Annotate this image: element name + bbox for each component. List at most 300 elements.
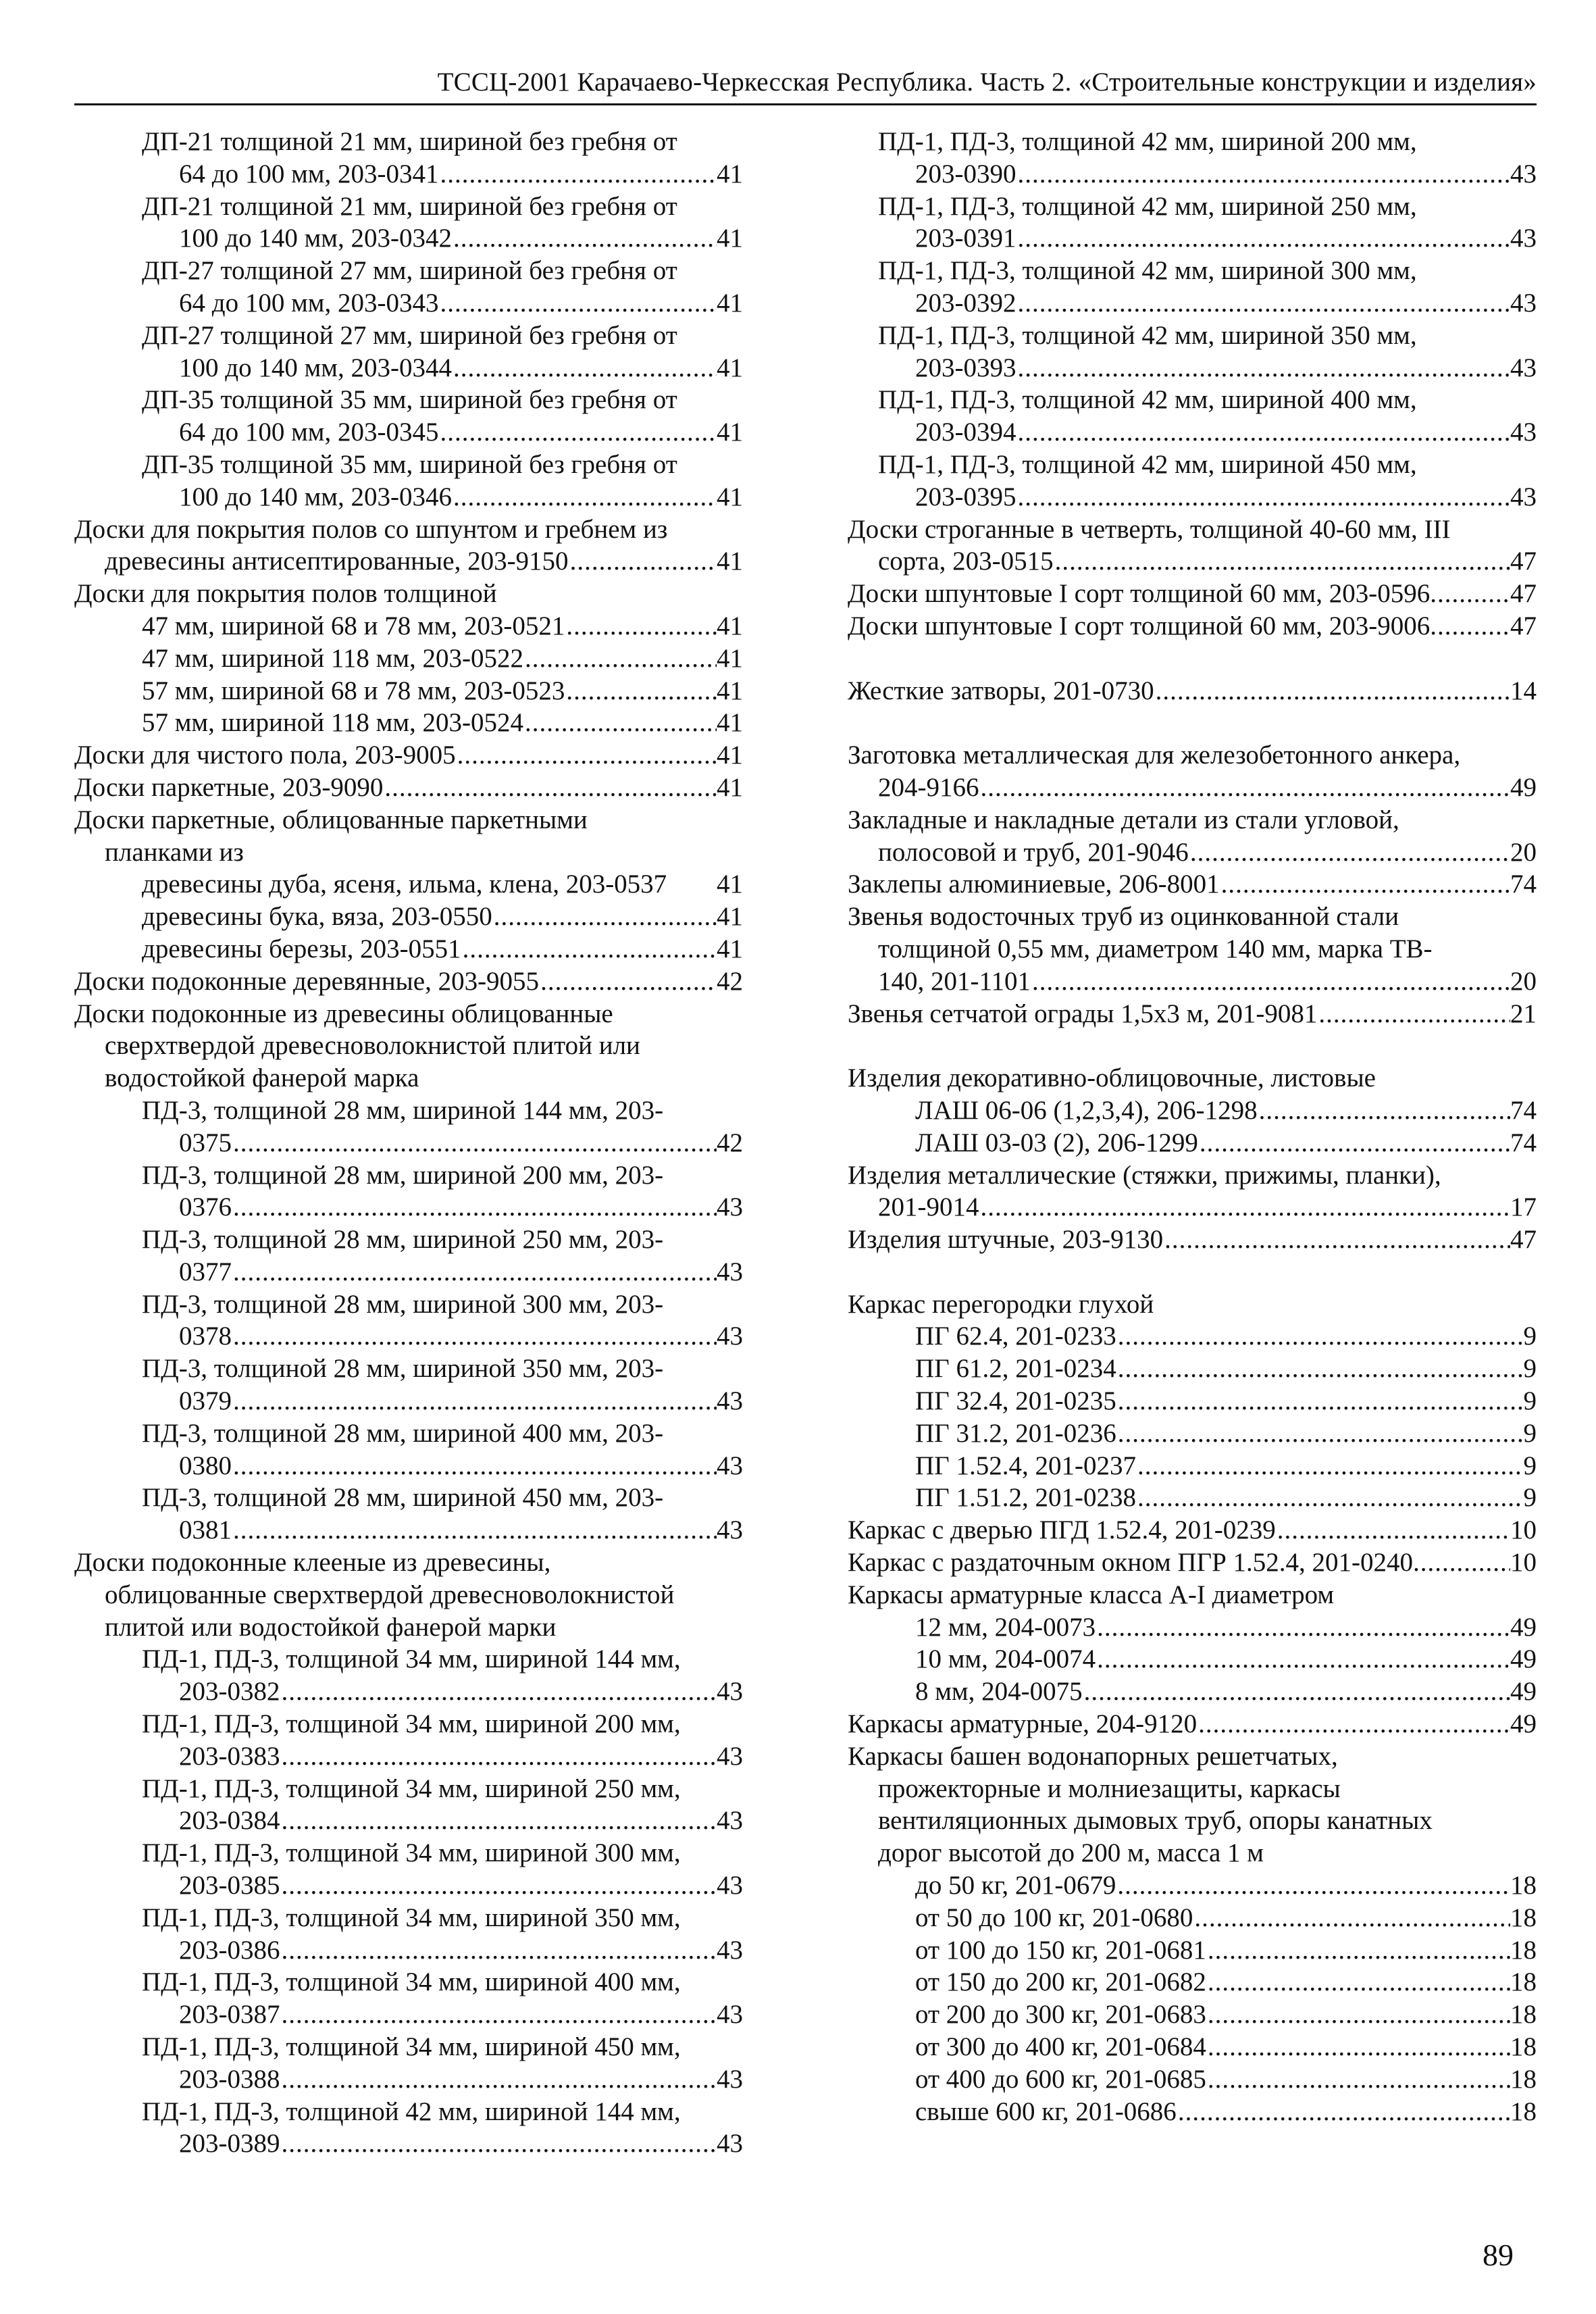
index-entry-text: до 50 кг, 201-0679: [915, 1871, 1116, 1901]
index-entry-heading: [848, 384, 1537, 416]
index-entry: [848, 868, 1537, 901]
index-entry-text: 47 мм, шириной 68 и 78 мм, 203-0521: [142, 611, 565, 640]
dot-leader: [383, 772, 717, 804]
index-entry-text: ЛАШ 06-06 (1,2,3,4), 206-1298: [915, 1095, 1258, 1125]
index-entry-page: 18: [1510, 2032, 1537, 2062]
index-entry: [848, 1676, 1537, 1708]
index-entry: [74, 965, 743, 998]
index-entry-text: вентиляционных дымовых труб, опоры канатных: [878, 1806, 1433, 1836]
index-entry: [848, 2096, 1537, 2128]
index-entry: [848, 287, 1537, 320]
dot-leader: [1116, 1869, 1510, 1902]
index-entry-page: 41: [717, 547, 743, 576]
index-entry: [74, 868, 743, 901]
index-entry-page: 43: [717, 1451, 743, 1480]
index-entry-page: 43: [717, 1806, 743, 1836]
index-entry-heading: [848, 1579, 1537, 1611]
index-entry: [848, 2031, 1537, 2063]
index-entry-page: 43: [717, 1741, 743, 1771]
index-entry-page: 49: [1510, 1677, 1537, 1707]
dot-leader: [1430, 578, 1510, 610]
index-entry-text: ПГ 31.2, 201-0236: [915, 1418, 1116, 1448]
index-entry: [74, 1191, 743, 1224]
index-entry-text: 203-0395: [915, 482, 1016, 511]
index-entry-heading: [74, 998, 743, 1030]
index-entry-text: Доски подоконные клееные из древесины,: [74, 1548, 551, 1578]
index-entry: [848, 1320, 1537, 1353]
running-header: [74, 62, 1537, 105]
index-entry-text: Заклепы алюминиевые, 206-8001: [848, 870, 1220, 899]
index-entry-text: древесины дуба, ясеня, ильма, клена, 203-0537: [142, 870, 667, 899]
dot-leader: [1016, 287, 1511, 320]
dot-leader: [1193, 1902, 1510, 1934]
index-entry-page: 49: [1510, 1612, 1537, 1642]
index-entry-page: 41: [717, 482, 743, 511]
index-entry-page: 9: [1523, 1386, 1537, 1416]
index-entry: [74, 643, 743, 675]
dot-leader: [280, 1805, 717, 1837]
index-entry: [74, 1998, 743, 2031]
index-entry: [74, 416, 743, 449]
index-entry-text: 64 до 100 мм, 203-0341: [179, 159, 439, 188]
dot-leader: [452, 352, 717, 384]
index-entry-page: 47: [1510, 579, 1537, 609]
index-entry-heading: [74, 1353, 743, 1385]
dot-leader: [438, 158, 717, 191]
index-entry-text: Каркас с дверью ПГД 1.52.4, 201-0239: [848, 1515, 1276, 1545]
index-entry-heading: [74, 449, 743, 481]
dot-leader: [438, 287, 717, 320]
index-entry-page: 41: [717, 708, 743, 738]
index-column-right: [848, 126, 1537, 2128]
index-entry-text: Доски строганные в четверть, толщиной 40-60 мм, III: [848, 514, 1451, 544]
index-entry-heading: [74, 1062, 743, 1095]
dot-leader: [565, 610, 717, 643]
index-entry-text: Закладные и накладные детали из стали угловой,: [848, 805, 1399, 834]
index-entry-heading: [74, 1546, 743, 1579]
index-entry: [74, 1514, 743, 1546]
index-entry-text: ПГ 1.52.4, 201-0237: [915, 1451, 1136, 1480]
index-entry: [74, 933, 743, 965]
index-entry: [848, 1450, 1537, 1482]
index-entry-heading: [848, 1773, 1537, 1805]
dot-leader: [1116, 1417, 1524, 1450]
index-entry-text: Каркас с раздаточным окном ПГР 1.52.4, 201-0240: [848, 1548, 1414, 1578]
index-entry: [74, 1869, 743, 1902]
index-entry-page: 14: [1510, 676, 1537, 705]
index-entry: [848, 1934, 1537, 1967]
index-entry-heading: [74, 1224, 743, 1256]
index-entry-heading: [848, 255, 1537, 287]
index-entry-page: 18: [1510, 1903, 1537, 1932]
index-entry-page: 43: [717, 1192, 743, 1222]
dot-leader: [979, 772, 1511, 804]
index-entry-text: ПД-3, толщиной 28 мм, шириной 400 мм, 203-: [142, 1418, 664, 1448]
dot-leader: [1154, 675, 1510, 707]
index-entry-page: 20: [1510, 966, 1537, 996]
index-entry-text: ДП-27 толщиной 27 мм, шириной без гребня от: [142, 320, 677, 350]
section-gap: [848, 643, 1537, 675]
index-entry-text: полосовой и труб, 201-9046: [878, 837, 1189, 867]
index-entry-page: 41: [717, 870, 743, 899]
dot-leader: [1096, 1611, 1510, 1644]
index-entry: [848, 1482, 1537, 1514]
dot-leader: [1136, 1450, 1524, 1482]
index-entry-heading: [848, 739, 1537, 772]
index-entry-page: 10: [1510, 1548, 1537, 1578]
index-entry-text: древесины березы, 203-0551: [142, 934, 461, 963]
index-entry: [848, 675, 1537, 707]
index-entry-heading: [848, 1062, 1537, 1095]
index-entry-text: 0377: [179, 1257, 232, 1286]
section-gap: [848, 707, 1537, 739]
index-entry-text: сверхтвердой древесноволокнистой плитой или: [105, 1031, 640, 1061]
index-entry: [848, 1998, 1537, 2031]
dot-leader: [1206, 1998, 1510, 2031]
index-entry: [848, 1127, 1537, 1159]
index-entry-page: 43: [1510, 482, 1537, 511]
index-entry-page: 43: [717, 1935, 743, 1965]
index-entry: [848, 1643, 1537, 1676]
index-entry-page: 41: [717, 418, 743, 447]
index-entry-text: Жесткие затворы, 201-0730: [848, 676, 1154, 705]
index-entry-page: 9: [1523, 1451, 1537, 1480]
index-entry-heading: [74, 126, 743, 158]
section-gap: [848, 1030, 1537, 1062]
index-entry-text: 57 мм, шириной 68 и 78 мм, 203-0523: [142, 676, 565, 705]
dot-leader: [280, 1740, 717, 1773]
index-entry-text: от 200 до 300 кг, 201-0683: [915, 2000, 1206, 2030]
dot-leader: [1430, 610, 1510, 643]
index-entry-heading: [848, 901, 1537, 933]
index-entry-heading: [848, 1740, 1537, 1773]
index-entry-text: ДП-35 толщиной 35 мм, шириной без гребня от: [142, 449, 677, 479]
index-entry-heading: [74, 384, 743, 416]
dot-leader: [456, 739, 717, 772]
index-entry-text: Доски подоконные деревянные, 203-9055: [74, 966, 540, 996]
dot-leader: [280, 2128, 717, 2160]
dot-leader: [539, 965, 717, 998]
index-entry: [74, 1676, 743, 1708]
index-entry-heading: [74, 1611, 743, 1644]
index-entry-heading: [74, 1482, 743, 1514]
index-entry-text: 203-0384: [179, 1806, 280, 1836]
index-entry: [74, 739, 743, 772]
index-entry: [74, 1450, 743, 1482]
index-entry-text: 64 до 100 мм, 203-0343: [179, 288, 439, 318]
index-entry-text: от 100 до 150 кг, 201-0681: [915, 1935, 1206, 1965]
dot-leader: [1096, 1643, 1510, 1676]
dot-leader: [1206, 2063, 1510, 2096]
index-entry-heading: [848, 513, 1537, 546]
running-header-title: ТССЦ-2001 Карачаево-Черкесская Республика. Часть 2. «Строительные конструкции и изделия»: [437, 68, 1537, 97]
section-gap: [848, 1256, 1537, 1288]
index-entry-text: ПД-1, ПД-3, толщиной 34 мм, шириной 250 мм,: [142, 1774, 681, 1803]
index-entry-text: древесины антисептированные, 203-9150: [105, 547, 569, 576]
index-entry-text: 0381: [179, 1515, 232, 1545]
index-entry: [74, 222, 743, 255]
index-entry-page: 41: [717, 902, 743, 932]
index-entry: [848, 836, 1537, 869]
index-entry-page: 43: [717, 1386, 743, 1416]
index-entry-text: 140, 201-1101: [878, 966, 1031, 996]
page-number: 89: [1483, 2238, 1514, 2272]
index-entry-heading: [74, 1159, 743, 1192]
index-entry-page: 41: [717, 288, 743, 318]
index-entry-text: 201-9014: [878, 1192, 979, 1222]
index-entry: [74, 901, 743, 933]
index-entry: [848, 1708, 1537, 1740]
dot-leader: [523, 707, 717, 739]
index-entry-text: Изделия штучные, 203-9130: [848, 1225, 1164, 1255]
index-entry: [74, 1805, 743, 1837]
index-entry: [848, 1095, 1537, 1127]
index-entry-page: 10: [1510, 1515, 1537, 1545]
dot-leader: [461, 933, 717, 965]
index-entry-heading: [74, 1579, 743, 1611]
index-entry-page: 20: [1510, 837, 1537, 867]
index-entry-page: 43: [1510, 353, 1537, 382]
index-entry-text: ПД-3, толщиной 28 мм, шириной 200 мм, 203-: [142, 1160, 664, 1190]
index-entry-page: 41: [717, 353, 743, 382]
index-entry: [848, 610, 1537, 643]
index-entry-heading: [74, 513, 743, 546]
index-entry-text: от 300 до 400 кг, 201-0684: [915, 2032, 1206, 2062]
index-entry: [848, 1611, 1537, 1644]
index-entry: [848, 772, 1537, 804]
index-entry-page: 18: [1510, 2064, 1537, 2094]
dot-leader: [280, 1934, 717, 1967]
dot-leader: [1054, 545, 1510, 578]
index-entry-heading: [848, 1288, 1537, 1321]
dot-leader: [1016, 222, 1511, 255]
index-entry: [74, 2063, 743, 2096]
index-entry-text: ДП-21 толщиной 21 мм, шириной без гребня от: [142, 191, 677, 221]
index-entry: [848, 965, 1537, 998]
index-entry-text: 57 мм, шириной 118 мм, 203-0524: [142, 708, 524, 738]
index-entry-heading: [74, 255, 743, 287]
index-entry-text: водостойкой фанерой марка: [105, 1063, 419, 1093]
dot-leader: [280, 1869, 717, 1902]
index-entry: [848, 1224, 1537, 1256]
index-entry-text: ПГ 1.51.2, 201-0238: [915, 1483, 1136, 1513]
dot-leader: [1317, 998, 1510, 1030]
index-entry-text: Доски паркетные, 203-9090: [74, 772, 384, 802]
dot-leader: [1206, 1934, 1510, 1967]
dot-leader: [232, 1127, 717, 1159]
index-entry-text: ПД-1, ПД-3, толщиной 34 мм, шириной 144 мм,: [142, 1644, 681, 1674]
dot-leader: [1016, 481, 1511, 513]
index-entry-text: древесины бука, вяза, 203-0550: [142, 902, 492, 932]
index-entry-text: ПД-3, толщиной 28 мм, шириной 300 мм, 203-: [142, 1289, 664, 1319]
index-entry-text: прожекторные и молниезащиты, каркасы: [878, 1774, 1341, 1803]
index-entry-page: 9: [1523, 1483, 1537, 1513]
index-entry-heading: [848, 191, 1537, 223]
index-entry: [74, 675, 743, 707]
index-entry-text: Доски для покрытия полов со шпунтом и гребнем из: [74, 514, 668, 544]
index-entry-text: 64 до 100 мм, 203-0345: [179, 418, 439, 447]
index-entry: [74, 772, 743, 804]
index-entry: [74, 707, 743, 739]
index-entry-page: 9: [1523, 1418, 1537, 1448]
index-entry-text: ДП-21 толщиной 21 мм, шириной без гребня от: [142, 127, 677, 156]
index-entry-text: Каркасы башен водонапорных решетчатых,: [848, 1741, 1338, 1771]
dot-leader: [1116, 1353, 1524, 1385]
dot-leader: [232, 1385, 717, 1417]
index-entry-text: Звенья сетчатой ограды 1,5х3 м, 201-9081: [848, 999, 1318, 1028]
index-entry-text: ПД-1, ПД-3, толщиной 34 мм, шириной 200 мм,: [142, 1709, 681, 1739]
index-entry-heading: [74, 320, 743, 352]
index-entry-text: от 400 до 600 кг, 201-0685: [915, 2064, 1206, 2094]
index-entry-text: 10 мм, 204-0074: [915, 1644, 1096, 1674]
index-entry-page: 74: [1510, 870, 1537, 899]
index-entry-heading: [74, 2031, 743, 2063]
index-entry-page: 43: [717, 1871, 743, 1901]
dot-leader: [1136, 1482, 1524, 1514]
index-entry-page: 49: [1510, 772, 1537, 802]
index-entry-heading: [74, 1288, 743, 1321]
index-entry-heading: [848, 126, 1537, 158]
index-entry-page: 43: [1510, 288, 1537, 318]
dot-leader: [280, 1676, 717, 1708]
index-entry-page: 43: [717, 2064, 743, 2094]
dot-leader: [569, 545, 717, 578]
index-entry-text: Каркасы арматурные, 204-9120: [848, 1709, 1198, 1739]
dot-leader: [438, 416, 717, 449]
index-entry-text: ПД-1, ПД-3, толщиной 34 мм, шириной 400 мм,: [142, 1967, 681, 1997]
index-entry-text: 203-0391: [915, 224, 1016, 253]
index-entry-text: Доски подоконные из древесины облицованные: [74, 999, 613, 1028]
index-entry-page: 9: [1523, 1322, 1537, 1351]
dot-leader: [232, 1191, 717, 1224]
index-entry-text: Доски шпунтовые I сорт толщиной 60 мм, 203-9006: [848, 611, 1431, 640]
dot-leader: [492, 901, 717, 933]
index-entry-heading: [74, 1773, 743, 1805]
index-entry: [848, 1902, 1537, 1934]
index-entry-text: 100 до 140 мм, 203-0346: [179, 482, 452, 511]
index-entry-text: Заготовка металлическая для железобетонного анкера,: [848, 740, 1461, 770]
index-entry-text: 100 до 140 мм, 203-0344: [179, 353, 452, 382]
index-entry-text: 0378: [179, 1322, 232, 1351]
index-entry-page: 41: [717, 159, 743, 188]
index-entry-text: Доски для покрытия полов толщиной: [74, 579, 497, 609]
index-entry-text: ПД-1, ПД-3, толщиной 34 мм, шириной 350 мм,: [142, 1903, 681, 1932]
index-entry-page: 42: [717, 966, 743, 996]
index-entry-heading: [74, 1708, 743, 1740]
index-entry-page: 74: [1510, 1128, 1537, 1157]
index-entry-heading: [74, 1837, 743, 1869]
index-entry: [74, 1320, 743, 1353]
index-entry-heading: [848, 320, 1537, 352]
index-entry-text: ПД-1, ПД-3, толщиной 42 мм, шириной 450 мм,: [878, 449, 1417, 479]
index-entry-heading: [74, 1643, 743, 1676]
index-entry-text: ПД-1, ПД-3, толщиной 34 мм, шириной 450 мм,: [142, 2032, 681, 2062]
index-entry-text: 100 до 140 мм, 203-0342: [179, 224, 452, 253]
index-entry-text: ПД-1, ПД-3, толщиной 34 мм, шириной 300 мм,: [142, 1838, 681, 1868]
index-entry: [848, 1191, 1537, 1224]
index-entry-text: Изделия декоративно-облицовочные, листовые: [848, 1063, 1376, 1093]
dot-leader: [1220, 868, 1510, 901]
index-entry-text: ПГ 61.2, 201-0234: [915, 1354, 1116, 1384]
index-entry-heading: [74, 836, 743, 869]
index-entry: [74, 2128, 743, 2160]
index-entry: [848, 1966, 1537, 1998]
index-entry-text: 203-0389: [179, 2129, 280, 2159]
index-entry: [848, 998, 1537, 1030]
index-entry-text: ДП-35 толщиной 35 мм, шириной без гребня от: [142, 385, 677, 415]
index-entry: [74, 610, 743, 643]
index-entry: [848, 1385, 1537, 1417]
index-entry-text: ПД-3, толщиной 28 мм, шириной 144 мм, 203-: [142, 1095, 664, 1125]
index-entry-heading: [74, 1902, 743, 1934]
index-entry-text: Каркасы арматурные класса A-I диаметром: [848, 1580, 1335, 1609]
dot-leader: [1206, 1966, 1510, 1998]
index-entry: [848, 578, 1537, 610]
index-entry: [74, 1256, 743, 1288]
index-entry-heading: [74, 1095, 743, 1127]
dot-leader: [1016, 158, 1511, 191]
index-entry-text: ПД-1, ПД-3, толщиной 42 мм, шириной 400 мм,: [878, 385, 1417, 415]
index-entry: [848, 2063, 1537, 2096]
index-entry-text: Доски шпунтовые I сорт толщиной 60 мм, 203-0596: [848, 579, 1431, 609]
index-entry-text: 203-0392: [915, 288, 1016, 318]
index-entry-page: 41: [717, 676, 743, 705]
index-entry-page: 74: [1510, 1095, 1537, 1125]
index-entry-text: 0379: [179, 1386, 232, 1416]
index-entry-page: 18: [1510, 2096, 1537, 2126]
index-entry: [848, 1514, 1537, 1546]
index-entry-page: 41: [717, 611, 743, 640]
index-entry-page: 17: [1510, 1192, 1537, 1222]
index-entry-heading: [74, 1030, 743, 1062]
index-entry-text: 203-0386: [179, 1935, 280, 1965]
index-entry-text: 203-0394: [915, 418, 1016, 447]
index-entry-text: 203-0383: [179, 1741, 280, 1771]
index-entry-text: ПД-1, ПД-3, толщиной 42 мм, шириной 300 мм,: [878, 256, 1417, 286]
index-entry-page: 43: [1510, 418, 1537, 447]
index-entry-text: 203-0382: [179, 1677, 280, 1707]
index-entry: [74, 158, 743, 191]
index-entry-text: ПД-1, ПД-3, толщиной 42 мм, шириной 350 мм,: [878, 320, 1417, 350]
index-entry-text: ПГ 62.4, 201-0233: [915, 1322, 1116, 1351]
index-entry-heading: [848, 1837, 1537, 1869]
index-entry: [848, 545, 1537, 578]
index-entry-page: 43: [717, 1322, 743, 1351]
index-entry-text: ПГ 32.4, 201-0235: [915, 1386, 1116, 1416]
index-entry-page: 21: [1510, 999, 1537, 1028]
index-entry-page: 43: [1510, 159, 1537, 188]
index-entry: [848, 158, 1537, 191]
index-column-left: [74, 126, 743, 2160]
index-entry: [74, 287, 743, 320]
index-entry-text: Доски для чистого пола, 203-9005: [74, 740, 456, 770]
dot-leader: [452, 222, 717, 255]
index-entry-page: 49: [1510, 1709, 1537, 1739]
index-entry-text: 204-9166: [878, 772, 979, 802]
index-entry-text: 203-0393: [915, 353, 1016, 382]
index-entry-page: 42: [717, 1128, 743, 1157]
index-entry-page: 47: [1510, 1225, 1537, 1255]
index-entry-page: 43: [1510, 224, 1537, 253]
index-entry: [74, 1385, 743, 1417]
dot-leader: [1177, 2096, 1510, 2128]
dot-leader: [1189, 836, 1510, 869]
index-entry-text: толщиной 0,55 мм, диаметром 140 мм, марка ТВ-: [878, 934, 1433, 963]
index-entry-page: 43: [717, 1257, 743, 1286]
dot-leader: [1116, 1385, 1524, 1417]
index-entry-page: 43: [717, 1677, 743, 1707]
dot-leader: [1031, 965, 1510, 998]
